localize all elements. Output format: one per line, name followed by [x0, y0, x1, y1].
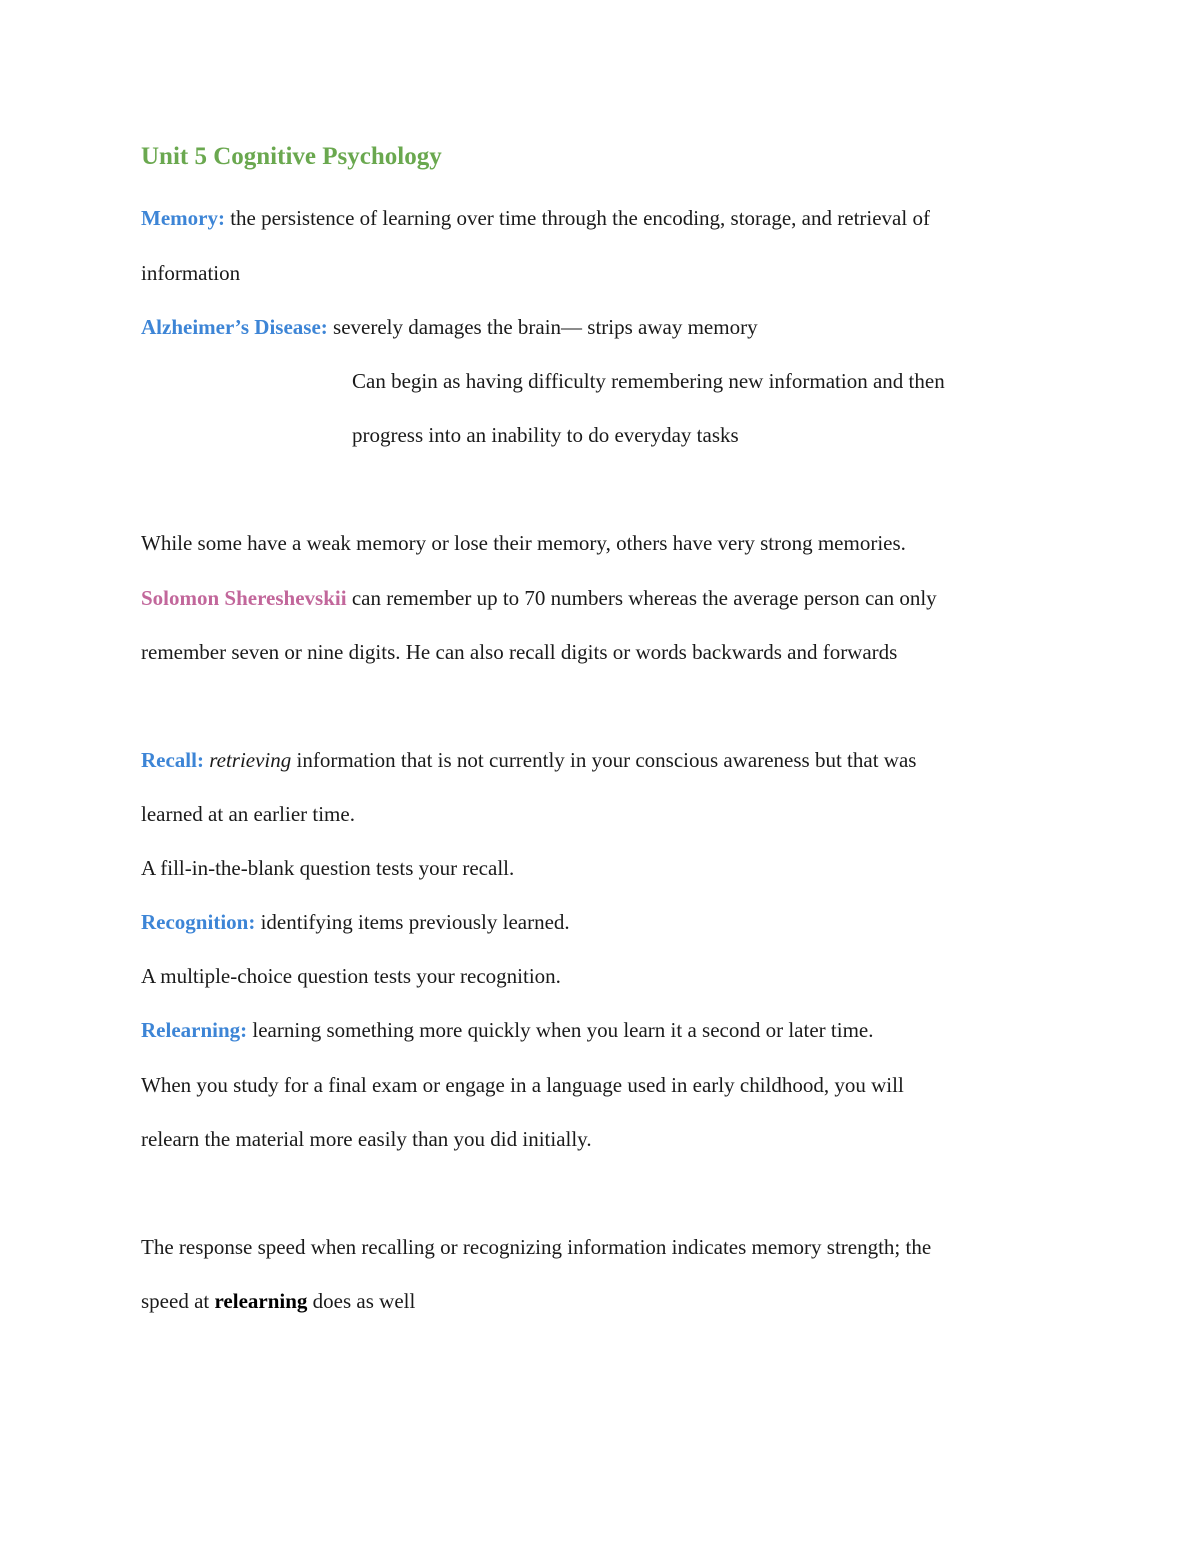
recognition-example: A multiple-choice question tests your recognition.: [141, 964, 561, 988]
memory-definition: [141, 204, 930, 232]
relearning-definition: [141, 1016, 873, 1044]
memory-term: Memory:: [141, 206, 225, 230]
recall-definition-text: information that is not currently in your conscious awareness but that was: [291, 748, 917, 772]
solomon-paragraph-continued: remember seven or nine digits. He can also recall digits or words backwards and forwards: [141, 640, 898, 664]
alzheimers-definition: [141, 313, 758, 341]
alzheimers-definition-text: severely damages the brain— strips away memory: [327, 315, 758, 339]
recall-definition-continued: learned at an earlier time.: [141, 802, 355, 826]
alzheimers-note-line1: Can begin as having difficulty remembering new information and then: [352, 369, 945, 393]
memory-definition-text: the persistence of learning over time through the encoding, storage, and retrieval of: [224, 206, 930, 230]
recall-term: Recall:: [141, 748, 204, 772]
recognition-definition-text: identifying items previously learned.: [255, 910, 570, 934]
recall-italic-word: retrieving: [209, 748, 292, 772]
alzheimers-term: Alzheimer’s Disease:: [141, 315, 328, 339]
conclusion-line2-end: does as well: [307, 1289, 416, 1313]
recognition-definition: [141, 908, 570, 936]
relearning-term: Relearning:: [141, 1018, 248, 1042]
memory-definition-continued: information: [141, 261, 241, 285]
recall-example: A fill-in-the-blank question tests your recall.: [141, 856, 515, 880]
conclusion-line2-start: speed at: [141, 1289, 215, 1313]
recall-definition: [141, 746, 916, 774]
solomon-name: Solomon Shereshevskii: [141, 586, 347, 610]
conclusion-bold-word: relearning: [214, 1289, 308, 1313]
solomon-text: can remember up to 70 numbers whereas the average person can only: [346, 586, 937, 610]
conclusion-line2: [141, 1287, 415, 1315]
conclusion-line1: The response speed when recalling or recognizing information indicates memory strength; the: [141, 1235, 932, 1259]
strong-memory-intro: While some have a weak memory or lose their memory, others have very strong memories.: [141, 531, 906, 555]
solomon-paragraph: [141, 584, 937, 612]
page-title: Unit 5 Cognitive Psychology: [141, 143, 442, 170]
relearning-definition-text: learning something more quickly when you learn it a second or later time.: [247, 1018, 874, 1042]
relearning-example-line2: relearn the material more easily than you did initially.: [141, 1127, 592, 1151]
relearning-example-line1: When you study for a final exam or engage in a language used in early childhood, you will: [141, 1073, 904, 1097]
recognition-term: Recognition:: [141, 910, 256, 934]
alzheimers-note-line2: progress into an inability to do everyday tasks: [352, 423, 739, 447]
